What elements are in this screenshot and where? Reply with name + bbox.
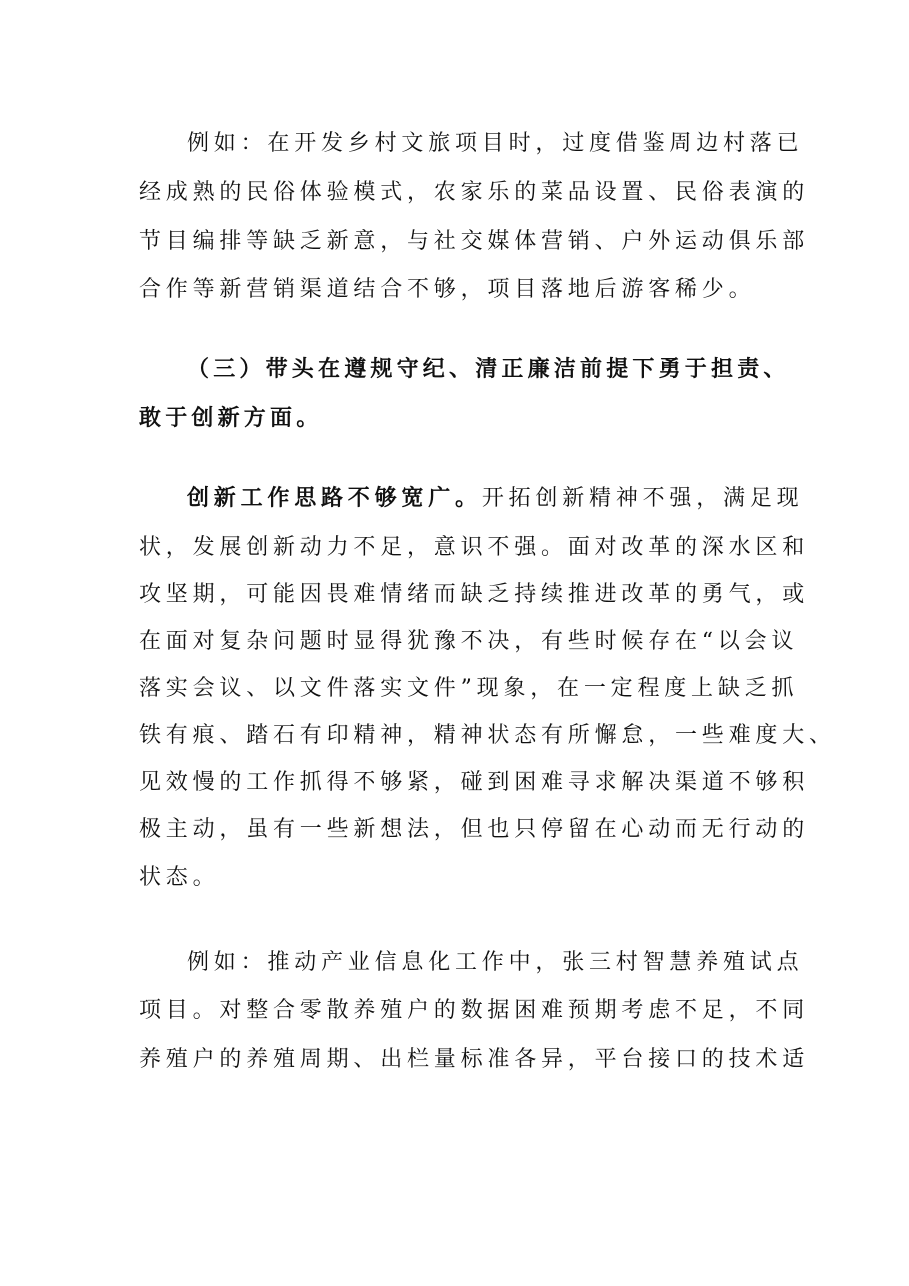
paragraph-1-line-4: 合作等新营销渠道结合不够，项目落地后游客稀少。	[139, 277, 756, 302]
paragraph-2-line-2: 状，发展创新动力不足，意识不强。面对改革的深水区和	[139, 535, 810, 560]
paragraph-2-lead-rest: 开拓创新精神不强，满足现	[481, 486, 804, 511]
paragraph-2-line-5: 落实会议、以文件落实文件”现象，在一定程度上缺乏抓	[139, 676, 799, 701]
paragraph-3-line-2: 项目。对整合零散养殖户的数据困难预期考虑不足，不同	[139, 998, 810, 1023]
paragraph-3-line-3: 养殖户的养殖周期、出栏量标准各异，平台接口的技术适	[139, 1047, 810, 1072]
paragraph-2-line-7: 见效慢的工作抓得不够紧，碰到困难寻求解决渠道不够积	[139, 770, 810, 795]
paragraph-2-line-8: 极主动，虽有一些新想法，但也只停留在心动而无行动的	[139, 817, 810, 842]
paragraph-2-line-3: 攻坚期，可能因畏难情绪而缺乏持续推进改革的勇气，或	[139, 582, 810, 607]
paragraph-2-line-4: 在面对复杂问题时显得犹豫不决，有些时候存在“以会议	[139, 629, 799, 654]
paragraph-1-line-2: 经成熟的民俗体验模式，农家乐的菜品设置、民俗表演的	[139, 180, 810, 205]
section-heading-line-2: 敢于创新方面。	[139, 406, 323, 431]
paragraph-2-bold-lead: 创新工作思路不够宽广。	[187, 486, 482, 511]
paragraph-3-line-1: 例如：推动产业信息化工作中，张三村智慧养殖试点	[187, 950, 804, 975]
section-heading-line-1: （三）带头在遵规守纪、清正廉洁前提下勇于担责、	[187, 357, 790, 382]
paragraph-2-line-1	[187, 484, 803, 514]
paragraph-1-line-3: 节目编排等缺乏新意，与社交媒体营销、户外运动俱乐部	[139, 229, 810, 254]
paragraph-2-line-6: 铁有痕、踏石有印精神，精神状态有所懈怠，一些难度大、	[139, 723, 836, 748]
paragraph-1-line-1: 例如：在开发乡村文旅项目时，过度借鉴周边村落已	[187, 131, 804, 156]
paragraph-2-line-9: 状态。	[139, 865, 220, 890]
